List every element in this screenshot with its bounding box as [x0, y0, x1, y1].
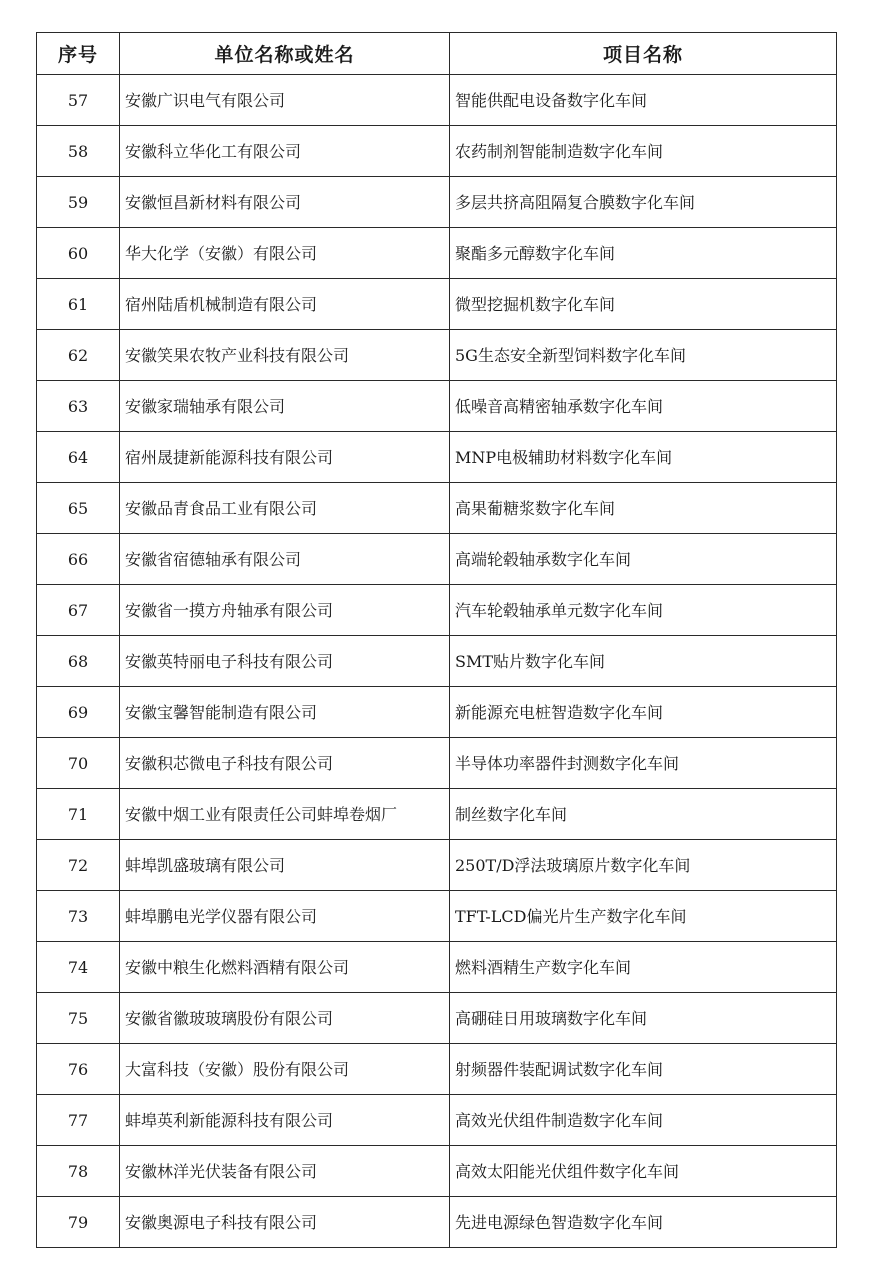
cell-serial-number: 58: [37, 126, 120, 177]
table-row: [37, 1044, 837, 1095]
cell-unit-name: 安徽中粮生化燃料酒精有限公司: [120, 942, 450, 993]
cell-project-name: 高效光伏组件制造数字化车间: [450, 1095, 837, 1146]
cell-unit-name: 安徽林洋光伏装备有限公司: [120, 1146, 450, 1197]
table-row: [37, 891, 837, 942]
cell-serial-number: 62: [37, 330, 120, 381]
cell-serial-number: 65: [37, 483, 120, 534]
cell-project-name: 半导体功率器件封测数字化车间: [450, 738, 837, 789]
cell-project-name: 汽车轮毂轴承单元数字化车间: [450, 585, 837, 636]
table-row: [37, 1095, 837, 1146]
cell-unit-name: 安徽笑果农牧产业科技有限公司: [120, 330, 450, 381]
table-row: [37, 585, 837, 636]
cell-unit-name: 安徽宝馨智能制造有限公司: [120, 687, 450, 738]
cell-serial-number: 77: [37, 1095, 120, 1146]
cell-serial-number: 59: [37, 177, 120, 228]
cell-project-name: 制丝数字化车间: [450, 789, 837, 840]
cell-project-name: 低噪音高精密轴承数字化车间: [450, 381, 837, 432]
cell-project-name: 农药制剂智能制造数字化车间: [450, 126, 837, 177]
cell-unit-name: 大富科技（安徽）股份有限公司: [120, 1044, 450, 1095]
cell-serial-number: 61: [37, 279, 120, 330]
cell-unit-name: 安徽奥源电子科技有限公司: [120, 1197, 450, 1248]
table-row: [37, 279, 837, 330]
cell-project-name: 射频器件装配调试数字化车间: [450, 1044, 837, 1095]
cell-unit-name: 蚌埠英利新能源科技有限公司: [120, 1095, 450, 1146]
table-row: [37, 381, 837, 432]
cell-serial-number: 70: [37, 738, 120, 789]
cell-serial-number: 60: [37, 228, 120, 279]
cell-unit-name: 安徽英特丽电子科技有限公司: [120, 636, 450, 687]
table-row: [37, 177, 837, 228]
cell-unit-name: 安徽省一摸方舟轴承有限公司: [120, 585, 450, 636]
cell-project-name: 250T/D浮法玻璃原片数字化车间: [450, 840, 837, 891]
cell-project-name: 智能供配电设备数字化车间: [450, 75, 837, 126]
table-row: [37, 432, 837, 483]
cell-serial-number: 63: [37, 381, 120, 432]
header-row: [37, 33, 837, 75]
cell-unit-name: 安徽家瑞轴承有限公司: [120, 381, 450, 432]
cell-project-name: 新能源充电桩智造数字化车间: [450, 687, 837, 738]
cell-unit-name: 安徽中烟工业有限责任公司蚌埠卷烟厂: [120, 789, 450, 840]
cell-unit-name: 安徽广识电气有限公司: [120, 75, 450, 126]
table-row: [37, 330, 837, 381]
workshop-list-sheet: [36, 32, 836, 1248]
cell-serial-number: 79: [37, 1197, 120, 1248]
cell-serial-number: 74: [37, 942, 120, 993]
table-row: [37, 687, 837, 738]
cell-project-name: 燃料酒精生产数字化车间: [450, 942, 837, 993]
table-row: [37, 534, 837, 585]
cell-unit-name: 蚌埠鹏电光学仪器有限公司: [120, 891, 450, 942]
table-row: [37, 75, 837, 126]
table-row: [37, 1146, 837, 1197]
cell-project-name: 多层共挤高阻隔复合膜数字化车间: [450, 177, 837, 228]
cell-project-name: 高硼硅日用玻璃数字化车间: [450, 993, 837, 1044]
cell-project-name: SMT贴片数字化车间: [450, 636, 837, 687]
cell-project-name: TFT-LCD偏光片生产数字化车间: [450, 891, 837, 942]
table-row: [37, 789, 837, 840]
cell-serial-number: 57: [37, 75, 120, 126]
table-row: [37, 228, 837, 279]
header-unit-name: 单位名称或姓名: [120, 33, 450, 75]
cell-unit-name: 宿州陆盾机械制造有限公司: [120, 279, 450, 330]
cell-serial-number: 68: [37, 636, 120, 687]
table-row: [37, 1197, 837, 1248]
cell-serial-number: 72: [37, 840, 120, 891]
table-row: [37, 636, 837, 687]
cell-project-name: 先进电源绿色智造数字化车间: [450, 1197, 837, 1248]
cell-project-name: 聚酯多元醇数字化车间: [450, 228, 837, 279]
table-row: [37, 942, 837, 993]
table-row: [37, 738, 837, 789]
cell-project-name: 高端轮毂轴承数字化车间: [450, 534, 837, 585]
cell-serial-number: 71: [37, 789, 120, 840]
header-serial-number: 序号: [37, 33, 120, 75]
cell-unit-name: 安徽科立华化工有限公司: [120, 126, 450, 177]
cell-unit-name: 安徽恒昌新材料有限公司: [120, 177, 450, 228]
cell-unit-name: 安徽省徽玻玻璃股份有限公司: [120, 993, 450, 1044]
table-header: [37, 33, 837, 75]
cell-serial-number: 64: [37, 432, 120, 483]
table-row: [37, 483, 837, 534]
cell-project-name: MNP电极辅助材料数字化车间: [450, 432, 837, 483]
table-row: [37, 993, 837, 1044]
cell-serial-number: 73: [37, 891, 120, 942]
table-row: [37, 840, 837, 891]
cell-project-name: 高效太阳能光伏组件数字化车间: [450, 1146, 837, 1197]
cell-unit-name: 安徽品青食品工业有限公司: [120, 483, 450, 534]
cell-unit-name: 华大化学（安徽）有限公司: [120, 228, 450, 279]
cell-unit-name: 宿州晟捷新能源科技有限公司: [120, 432, 450, 483]
cell-unit-name: 蚌埠凯盛玻璃有限公司: [120, 840, 450, 891]
cell-project-name: 高果葡糖浆数字化车间: [450, 483, 837, 534]
cell-project-name: 5G生态安全新型饲料数字化车间: [450, 330, 837, 381]
table-body: [37, 75, 837, 1248]
header-project-name: 项目名称: [450, 33, 837, 75]
cell-unit-name: 安徽省宿德轴承有限公司: [120, 534, 450, 585]
cell-unit-name: 安徽积芯微电子科技有限公司: [120, 738, 450, 789]
cell-serial-number: 75: [37, 993, 120, 1044]
cell-serial-number: 67: [37, 585, 120, 636]
workshop-table: [36, 32, 837, 1248]
cell-project-name: 微型挖掘机数字化车间: [450, 279, 837, 330]
cell-serial-number: 66: [37, 534, 120, 585]
cell-serial-number: 69: [37, 687, 120, 738]
cell-serial-number: 78: [37, 1146, 120, 1197]
cell-serial-number: 76: [37, 1044, 120, 1095]
table-row: [37, 126, 837, 177]
